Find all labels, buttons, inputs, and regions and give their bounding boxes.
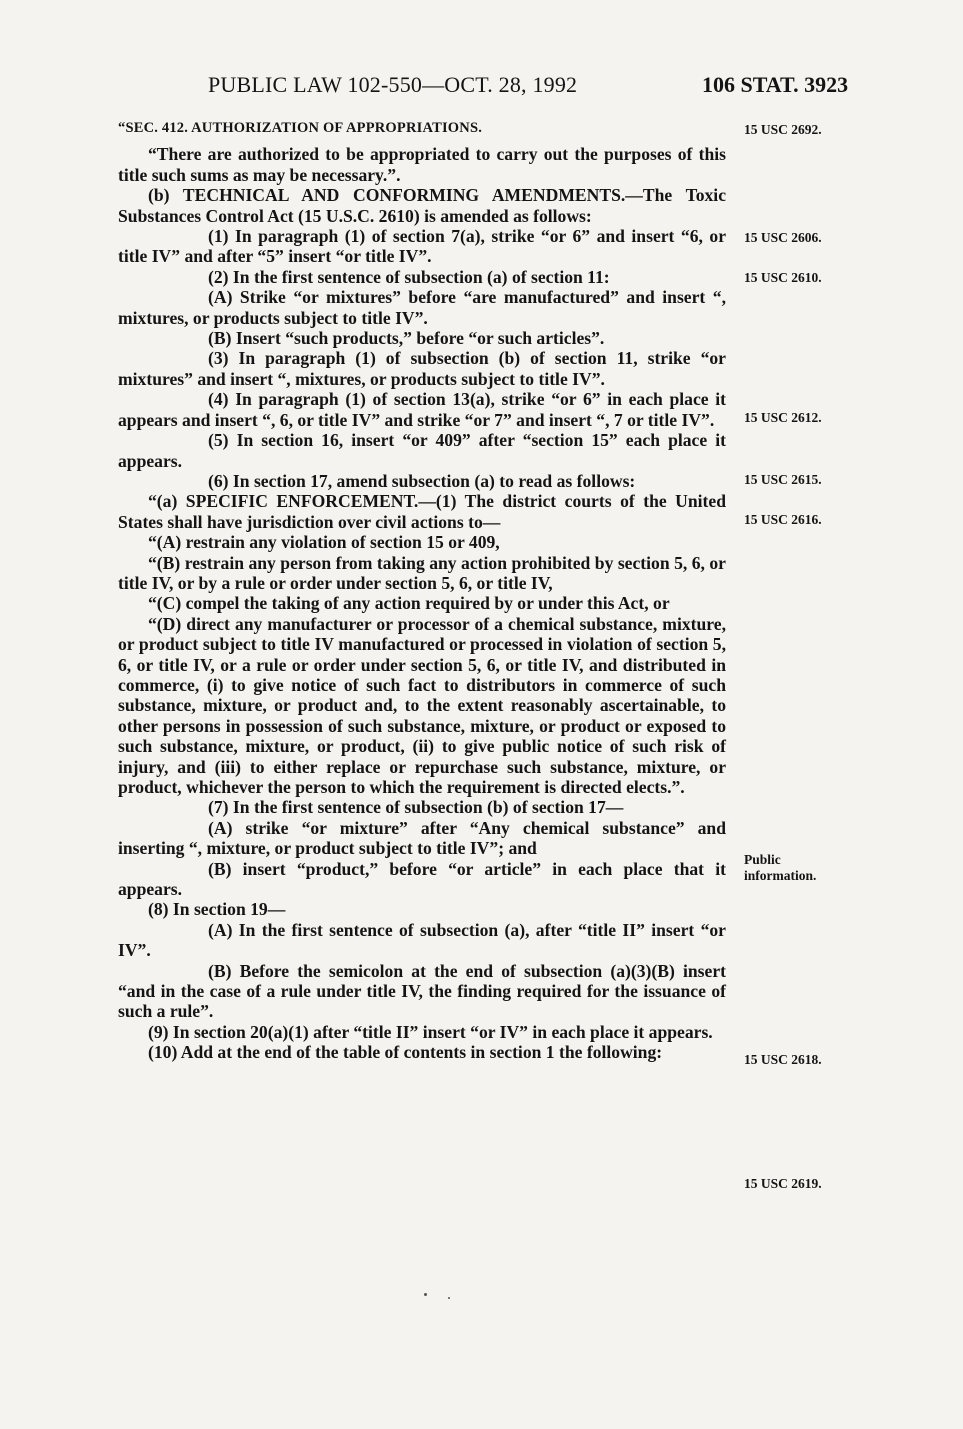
- margin-citation: 15 USC 2619.: [744, 1176, 822, 1191]
- paragraph: (5) In section 16, insert “or 409” after “section 15” each place it appears.: [118, 430, 726, 471]
- paragraph: (A) Strike “or mixtures” before “are manufactured” and insert “, mixtures, or products subject to title IV”.: [118, 287, 726, 328]
- paragraph: (b) TECHNICAL AND CONFORMING AMENDMENTS.—The Toxic Substances Control Act (15 U.S.C. 2610) is amended as follows:: [118, 185, 726, 226]
- margin-note-public-information: Public information.: [744, 852, 817, 883]
- scan-speck: [424, 1293, 427, 1296]
- margin-citation: 15 USC 2612.: [744, 410, 822, 425]
- paragraph: “(D) direct any manufacturer or processor of a chemical substance, mixture, or product subject to title IV manufactured or processed in violation of section 5, 6, or title IV, or a rule or order under section 5, 6, or title IV, and distributed in commerce, (i) to give notice of such fact to distributors in commerce of such substance, mixture, or product and, to the extent reasonably ascertainable, to other persons in possession of such substance, mixture, or product or exposed to such substance, mixture, or product, (ii) to give public notice of such risk of injury, and (iii) to either replace or repurchase such substance, mixture, or product, whichever the person to which the requirement is directed elects.”.: [118, 613, 726, 797]
- paragraph: (B) insert “product,” before “or article” in each place that it appears.: [118, 858, 726, 900]
- paragraph: “(B) restrain any person from taking any action prohibited by section 5, 6, or title IV, or by a rule or order under section 5, 6, or title IV,: [118, 552, 726, 593]
- paragraph: (9) In section 20(a)(1) after “title II” insert “or IV” in each place it appears.: [148, 1021, 713, 1042]
- margin-citation: 15 USC 2692.: [744, 122, 822, 137]
- margin-citation: 15 USC 2616.: [744, 512, 822, 527]
- margin-citation: 15 USC 2615.: [744, 472, 822, 487]
- margin-citation: 15 USC 2606.: [744, 230, 822, 245]
- paragraph: (4) In paragraph (1) of section 13(a), strike “or 6” in each place it appears and insert “, 6, or title IV” and strike “or 7” and insert “, 7 or title IV”.: [118, 389, 726, 430]
- paragraph: (8) In section 19—: [148, 899, 286, 920]
- running-header-right: 106 STAT. 3923: [702, 72, 849, 97]
- paragraph: (A) strike “or mixture” after “Any chemical substance” and inserting “, mixture, or product subject to title IV”; and: [118, 817, 726, 859]
- paragraph: “(a) SPECIFIC ENFORCEMENT.—(1) The district courts of the United States shall have jurisdiction over civil actions to—: [118, 491, 726, 532]
- paragraph: (6) In section 17, amend subsection (a) to read as follows:: [208, 470, 636, 491]
- paragraph: (B) Before the semicolon at the end of subsection (a)(3)(B) insert “and in the case of a rule under title IV, the finding required for the issuance of such a rule”.: [118, 960, 726, 1022]
- paragraph: (7) In the first sentence of subsection (b) of section 17—: [208, 797, 624, 818]
- scan-speck: [448, 1297, 450, 1299]
- paragraph: (1) In paragraph (1) of section 7(a), strike “or 6” and insert “6, or title IV” and after “5” insert “or title IV”.: [118, 226, 726, 267]
- paragraph: (10) Add at the end of the table of contents in section 1 the following:: [148, 1042, 663, 1063]
- paragraph: “There are authorized to be appropriated to carry out the purposes of this title such sums as may be necessary.”.: [118, 144, 726, 185]
- running-header-left: PUBLIC LAW 102-550—OCT. 28, 1992: [208, 72, 578, 97]
- body-text: [118, 118, 726, 1063]
- paragraph: (3) In paragraph (1) of subsection (b) of section 11, strike “or mixtures” and insert “, mixtures, or products subject to title IV”.: [118, 348, 726, 389]
- paragraph: (A) In the first sentence of subsection (a), after “title II” insert “or IV”.: [118, 919, 726, 961]
- margin-citation: 15 USC 2610.: [744, 270, 822, 285]
- section-heading: “SEC. 412. AUTHORIZATION OF APPROPRIATIONS.: [118, 120, 483, 136]
- margin-citation: 15 USC 2618.: [744, 1052, 822, 1067]
- paragraph: “(C) compel the taking of any action required by or under this Act, or: [148, 593, 670, 614]
- paragraph: (B) Insert “such products,” before “or such articles”.: [208, 328, 605, 349]
- paragraph: (2) In the first sentence of subsection (a) of section 11:: [208, 266, 610, 287]
- paragraph: “(A) restrain any violation of section 15 or 409,: [148, 532, 500, 553]
